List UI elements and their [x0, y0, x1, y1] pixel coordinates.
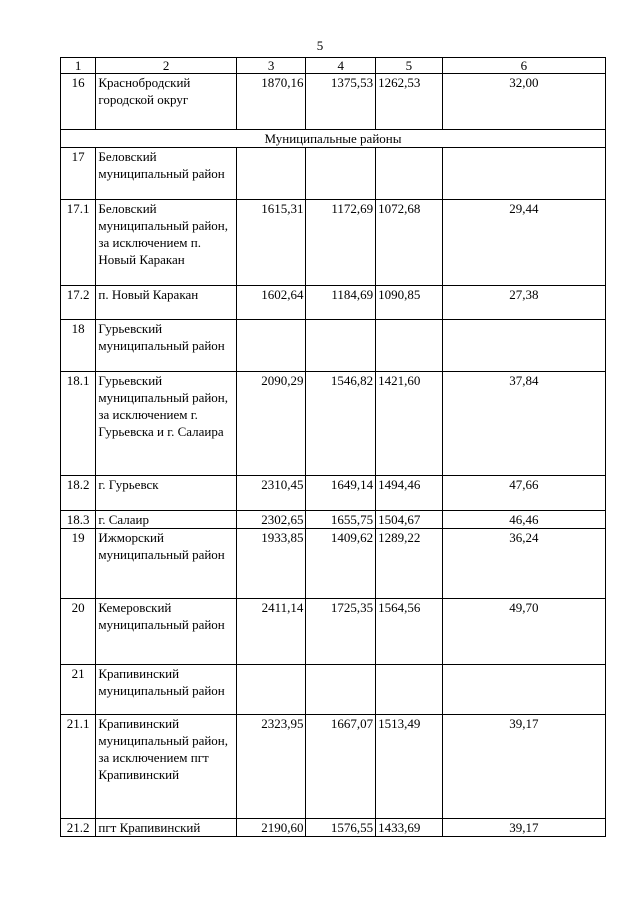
row-number-cell: 18.2	[61, 476, 96, 511]
row-number-cell: 20	[61, 599, 96, 665]
table-row	[61, 599, 606, 665]
value-cell-col5	[376, 148, 443, 200]
value-cell-col4: 1184,69	[306, 286, 376, 320]
value-cell-col3	[236, 665, 306, 715]
table-header-row	[61, 58, 606, 74]
value-cell-col4: 1375,53	[306, 74, 376, 130]
row-number-cell: 16	[61, 74, 96, 130]
value-cell-col4: 1546,82	[306, 372, 376, 476]
value-cell-col6: 37,84	[442, 372, 605, 476]
value-cell-col4: 1667,07	[306, 715, 376, 819]
value-cell-col5	[376, 320, 443, 372]
row-number-cell: 17.1	[61, 200, 96, 286]
column-header: 3	[236, 58, 306, 74]
value-cell-col4	[306, 148, 376, 200]
value-cell-col5: 1513,49	[376, 715, 443, 819]
row-name-cell: Крапивинский муниципальный район, за исключением пгт Крапивинский	[96, 715, 236, 819]
row-name-cell: Краснобродский городской округ	[96, 74, 236, 130]
value-cell-col4: 1649,14	[306, 476, 376, 511]
row-number-cell: 18.3	[61, 511, 96, 529]
table-row	[61, 529, 606, 599]
value-cell-col6	[442, 148, 605, 200]
row-number-cell: 18.1	[61, 372, 96, 476]
row-name-cell: Беловский муниципальный район	[96, 148, 236, 200]
value-cell-col4	[306, 665, 376, 715]
row-name-cell: Кемеровский муниципальный район	[96, 599, 236, 665]
value-cell-col4	[306, 320, 376, 372]
row-name-cell: Ижморский муниципальный район	[96, 529, 236, 599]
table-row	[61, 320, 606, 372]
value-cell-col3: 2090,29	[236, 372, 306, 476]
table-row	[61, 715, 606, 819]
value-cell-col4: 1655,75	[306, 511, 376, 529]
value-cell-col3: 1602,64	[236, 286, 306, 320]
value-cell-col3: 1615,31	[236, 200, 306, 286]
row-name-cell: Гурьевский муниципальный район, за исключением г. Гурьевска и г. Салаира	[96, 372, 236, 476]
value-cell-col5: 1504,67	[376, 511, 443, 529]
row-number-cell: 19	[61, 529, 96, 599]
value-cell-col3	[236, 148, 306, 200]
tariff-table	[60, 57, 606, 837]
value-cell-col6: 36,24	[442, 529, 605, 599]
row-name-cell: Крапивинский муниципальный район	[96, 665, 236, 715]
row-number-cell: 17	[61, 148, 96, 200]
table-row	[61, 74, 606, 130]
column-header: 4	[306, 58, 376, 74]
value-cell-col5: 1421,60	[376, 372, 443, 476]
value-cell-col5	[376, 665, 443, 715]
page-number: 5	[316, 38, 324, 53]
value-cell-col6: 46,46	[442, 511, 605, 529]
value-cell-col6	[442, 320, 605, 372]
row-name-cell: пгт Крапивинский	[96, 819, 236, 837]
table-row	[61, 819, 606, 837]
value-cell-col5: 1564,56	[376, 599, 443, 665]
value-cell-col6: 39,17	[442, 819, 605, 837]
table-row	[61, 511, 606, 529]
value-cell-col3	[236, 320, 306, 372]
value-cell-col6: 27,38	[442, 286, 605, 320]
row-number-cell: 18	[61, 320, 96, 372]
column-header: 6	[442, 58, 605, 74]
value-cell-col3: 1870,16	[236, 74, 306, 130]
table-row	[61, 286, 606, 320]
row-number-cell: 17.2	[61, 286, 96, 320]
value-cell-col5: 1090,85	[376, 286, 443, 320]
table-row	[61, 476, 606, 511]
section-row	[61, 130, 606, 148]
row-number-cell: 21.2	[61, 819, 96, 837]
table-row	[61, 200, 606, 286]
value-cell-col6: 49,70	[442, 599, 605, 665]
value-cell-col4: 1725,35	[306, 599, 376, 665]
table-row	[61, 665, 606, 715]
value-cell-col6: 39,17	[442, 715, 605, 819]
value-cell-col5: 1433,69	[376, 819, 443, 837]
value-cell-col6: 32,00	[442, 74, 605, 130]
row-name-cell: г. Салаир	[96, 511, 236, 529]
table-row	[61, 148, 606, 200]
value-cell-col5: 1494,46	[376, 476, 443, 511]
row-name-cell: п. Новый Каракан	[96, 286, 236, 320]
column-header: 2	[96, 58, 236, 74]
value-cell-col5: 1262,53	[376, 74, 443, 130]
value-cell-col5: 1072,68	[376, 200, 443, 286]
row-number-cell: 21.1	[61, 715, 96, 819]
row-name-cell: г. Гурьевск	[96, 476, 236, 511]
value-cell-col3: 2190,60	[236, 819, 306, 837]
value-cell-col3: 2302,65	[236, 511, 306, 529]
value-cell-col3: 2411,14	[236, 599, 306, 665]
row-name-cell: Гурьевский муниципальный район	[96, 320, 236, 372]
value-cell-col3: 1933,85	[236, 529, 306, 599]
table-row	[61, 372, 606, 476]
value-cell-col3: 2323,95	[236, 715, 306, 819]
value-cell-col6: 47,66	[442, 476, 605, 511]
value-cell-col4: 1576,55	[306, 819, 376, 837]
section-label: Муниципальные районы	[61, 130, 606, 148]
column-header: 1	[61, 58, 96, 74]
value-cell-col6	[442, 665, 605, 715]
value-cell-col3: 2310,45	[236, 476, 306, 511]
value-cell-col5: 1289,22	[376, 529, 443, 599]
column-header: 5	[376, 58, 443, 74]
value-cell-col4: 1172,69	[306, 200, 376, 286]
row-name-cell: Беловский муниципальный район, за исключением п. Новый Каракан	[96, 200, 236, 286]
value-cell-col4: 1409,62	[306, 529, 376, 599]
value-cell-col6: 29,44	[442, 200, 605, 286]
row-number-cell: 21	[61, 665, 96, 715]
